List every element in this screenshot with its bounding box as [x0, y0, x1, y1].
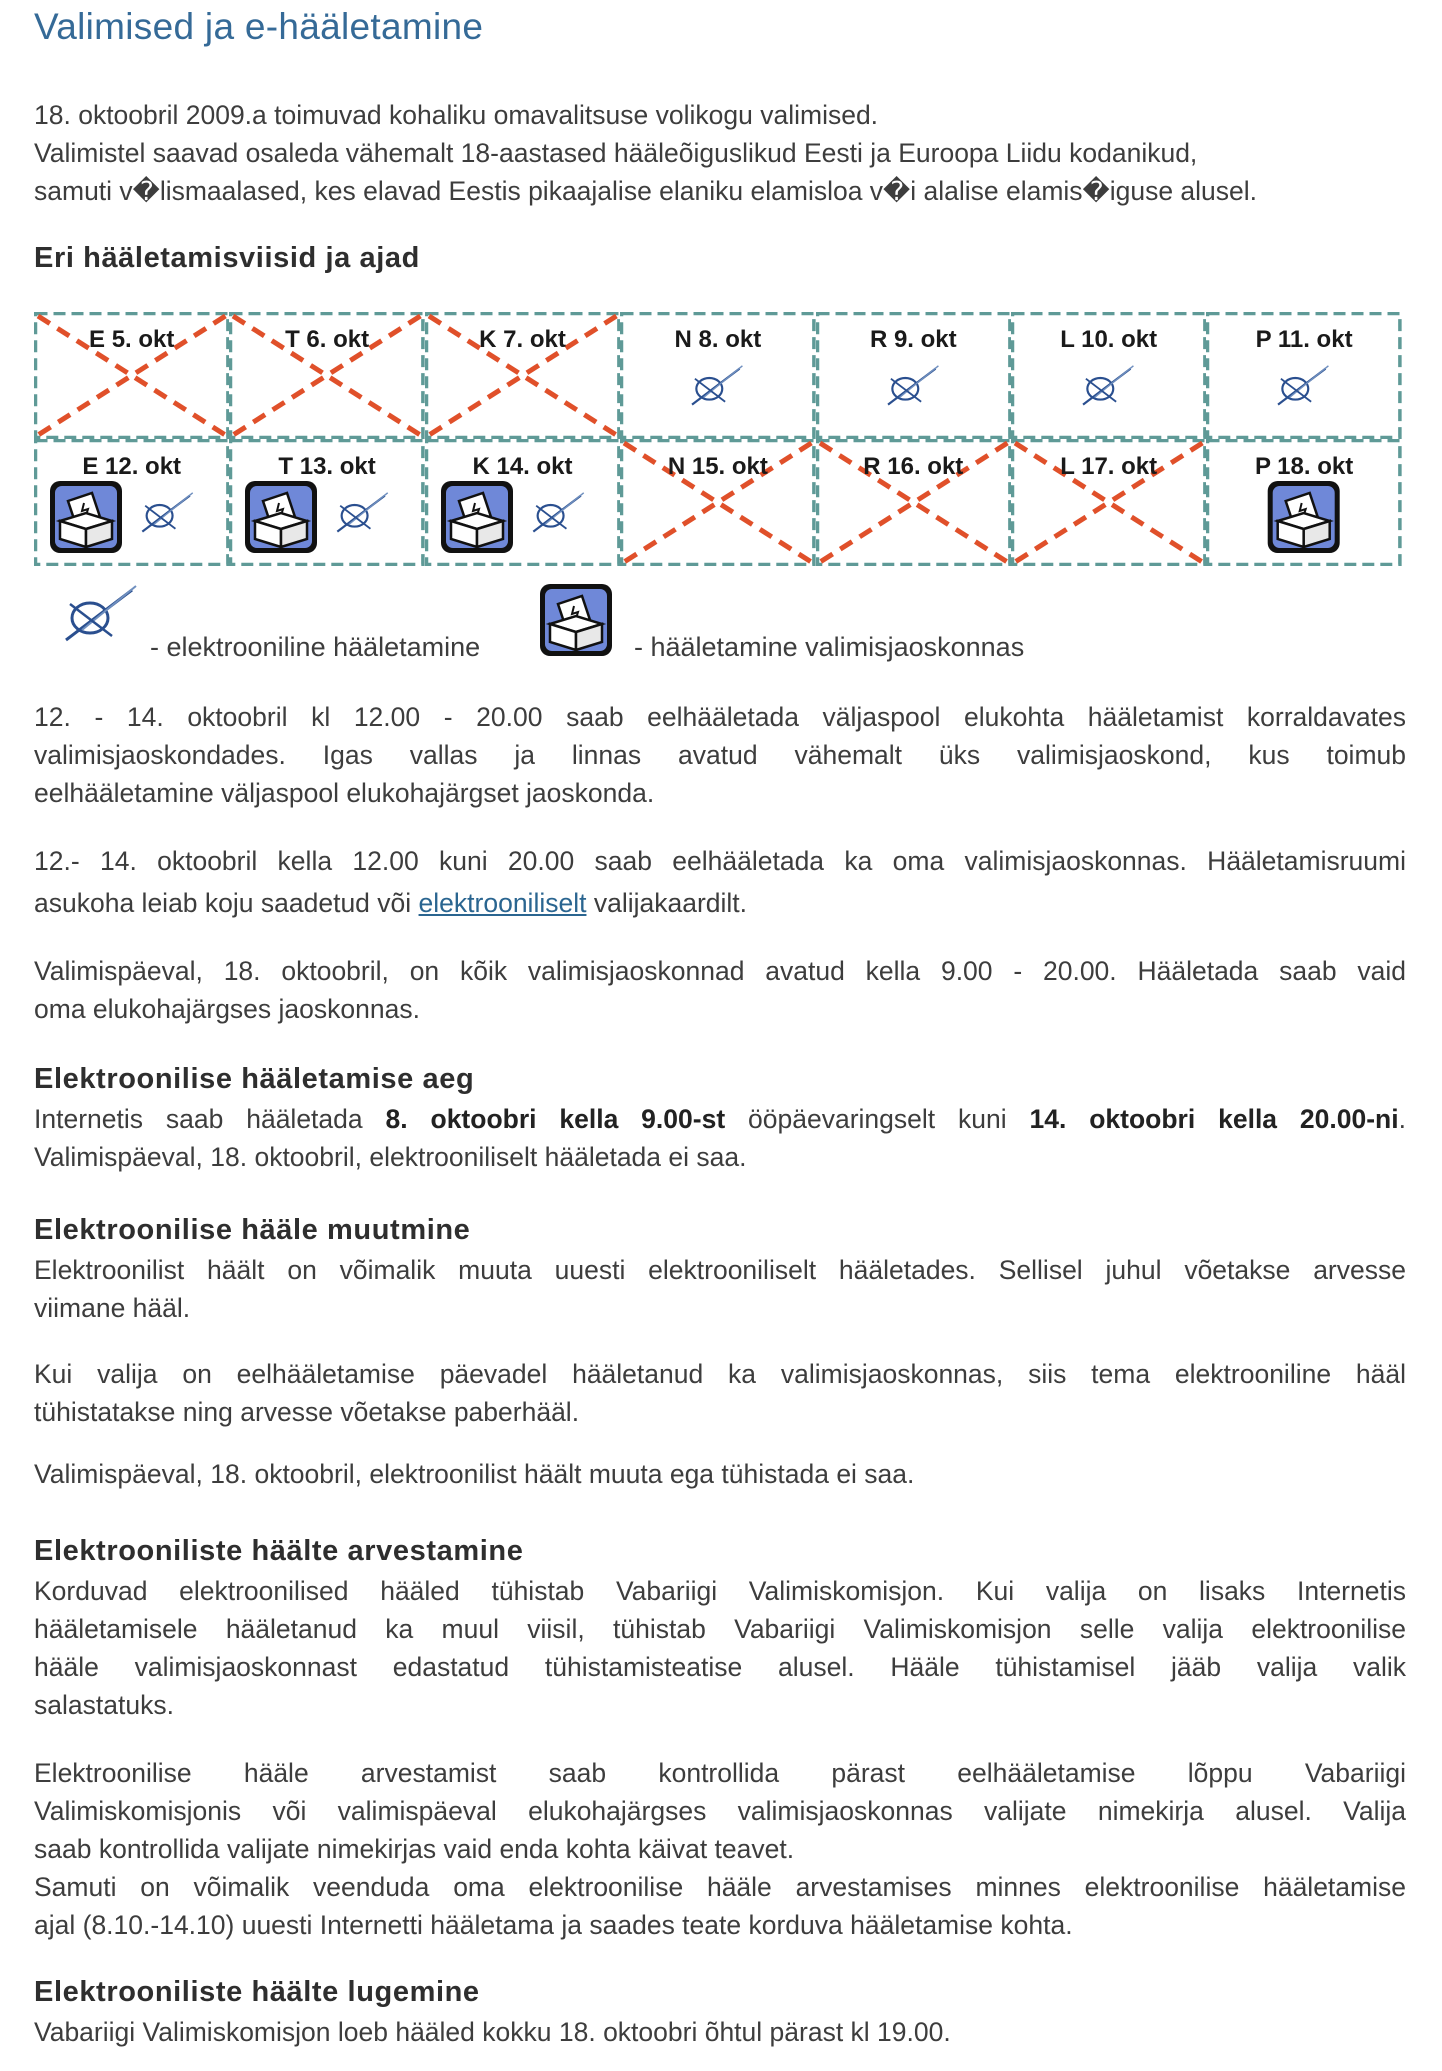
calendar-day-label: P 18. okt [1254, 453, 1354, 480]
intro-line-3: samuti v�lismaalased, kes elavad Eestis pikaajalise elaniku elamisloa v�i alalise elamis�iguse alusel. [34, 176, 1258, 206]
para2-line-1: 12.- 14. oktoobril kella 12.00 kuni 20.00 saab eelhääletada ka oma valimisjaoskonnas. Hääletamisruumi [34, 846, 1406, 876]
calendar-day-2 [229, 312, 424, 439]
section-heading-change: Elektroonilise hääle muutmine [34, 1214, 471, 1246]
calendar-day-14 [1206, 439, 1401, 566]
page-title: Valimised ja e-hääletamine [34, 6, 484, 47]
time-text-a: Internetis saab hääletada [34, 1104, 363, 1134]
count-p1-line-2: hääletamisele hääletanud ka muul viisil, tühistab Vabariigi Valimiskomisjon selle valija elektroonilise [34, 1614, 1406, 1644]
calendar-day-label: L 17. okt [1060, 453, 1158, 480]
para2-line-2 [34, 882, 1406, 924]
change-p3-line-1: Valimispäeval, 18. oktoobril, elektroonilist häält muuta ega tühistada ei saa. [34, 1459, 915, 1489]
election-day-paragraph [34, 952, 1406, 1028]
own-district-paragraph [34, 840, 1406, 924]
count-p1-line-1: Korduvad elektroonilised hääled tühistab Vabariigi Valimiskomisjon. Kui valija on lisaks Internetis [34, 1576, 1406, 1606]
calendar-day-label: R 16. okt [863, 453, 964, 480]
calendar-day-7 [1206, 312, 1401, 439]
intro-line-1: 18. oktoobril 2009.a toimuvad kohaliku omavalitsuse volikogu valimised. [34, 100, 879, 130]
calendar-day-label: T 13. okt [278, 453, 376, 480]
read-line-1: Vabariigi Valimiskomisjon loeb hääled kokku 18. oktoobri õhtul pärast kl 19.00. [34, 2017, 951, 2047]
calendar-day-label: E 5. okt [89, 326, 175, 353]
legend-electronic-label: - elektrooniline hääletamine [150, 632, 481, 662]
change-p1-line-2: viimane hääl. [34, 1293, 191, 1323]
early-voting-paragraph [34, 698, 1406, 812]
section-change-p2 [34, 1355, 1406, 1431]
calendar-day-label: E 12. okt [82, 453, 182, 480]
para1-line-3: eelhääletamine väljaspool elukohajärgset jaoskonda. [34, 778, 655, 808]
para1-line-2: valimisjaoskondades. Igas vallas ja linnas avatud vähemalt üks valimisjaoskond, kus toimub [34, 740, 1406, 770]
ballot-box-icon [538, 582, 614, 658]
electronic-voting-icon [60, 578, 140, 658]
change-p2-line-1: Kui valija on eelhääletamise päevadel hääletanud ka valimisjaoskonnas, siis tema elektrooniline hääl [34, 1359, 1406, 1389]
para2-line-2-end: valijakaardilt. [593, 888, 748, 918]
section-count-p2 [34, 1754, 1406, 1944]
section-heading-count: Elektrooniliste häälte arvestamine [34, 1535, 524, 1567]
calendar-day-label: T 6. okt [285, 326, 370, 353]
calendar-day-label: R 9. okt [869, 326, 957, 353]
para1-line-1: 12. - 14. oktoobril kl 12.00 - 20.00 saab eelhääletada väljaspool elukohta hääletamist korraldavates [34, 702, 1406, 732]
time-end-bold: 14. oktoobri kella 20.00-ni [1029, 1104, 1399, 1134]
calendar-day-label: P 11. okt [1255, 326, 1353, 353]
change-p2-line-2: tühistatakse ning arvesse võetakse paberhääl. [34, 1397, 580, 1427]
calendar-day-12 [816, 439, 1011, 566]
section-count-p1 [34, 1572, 1406, 1724]
count-p2-line-1: Elektroonilise hääle arvestamist saab kontrollida pärast eelhääletamise lõppu Vabariigi [34, 1758, 1406, 1788]
calendar-day-label: L 10. okt [1060, 326, 1158, 353]
calendar-day-1 [34, 312, 229, 439]
count-p1-line-3: hääle valimisjaoskonnast edastatud tühistamisteatise alusel. Hääle tühistamisel jääb valija valik [34, 1652, 1406, 1682]
section-heading-read: Elektrooniliste häälte lugemine [34, 1976, 480, 2008]
time-line-2: Valimispäeval, 18. oktoobril, elektrooniliselt hääletada ei saa. [34, 1142, 747, 1172]
para3-line-1: Valimispäeval, 18. oktoobril, on kõik valimisjaoskonnad avatud kella 9.00 - 20.00. Hääletada saab vaid [34, 956, 1406, 986]
time-text-c: ööpäevaringselt kuni [748, 1104, 1007, 1134]
calendar-day-6 [1011, 312, 1206, 439]
calendar-day-label: K 7. okt [479, 326, 566, 353]
count-p2-line-2: Valimiskomisjonis või valimispäeval elukohajärgses valimisjaoskonnas valijate nimekirja alusel. Valija [34, 1796, 1406, 1826]
calendar-day-11 [620, 439, 815, 566]
count-p1-line-4: salastatuks. [34, 1690, 174, 1720]
calendar-day-10 [425, 439, 620, 566]
electronic-voter-card-link[interactable]: elektrooniliselt [418, 888, 587, 918]
section-change-p3 [34, 1455, 1406, 1493]
time-line-1 [34, 1100, 1406, 1138]
section-change-p1 [34, 1251, 1406, 1327]
section-read-body [34, 2013, 1406, 2051]
calendar-day-3 [425, 312, 620, 439]
count-p2-line-3: saab kontrollida valijate nimekirjas vaid enda kohta käivat teavet. [34, 1834, 795, 1864]
count-p2-line-4: Samuti on võimalik veenduda oma elektroonilise hääle arvestamises minnes elektroonilise hääletamise [34, 1872, 1406, 1902]
calendar-day-8 [34, 439, 229, 566]
calendar-day-5 [816, 312, 1011, 439]
voting-calendar [34, 312, 1402, 572]
calendar-day-9 [229, 439, 424, 566]
calendar-day-label: N 8. okt [674, 326, 762, 353]
calendar-day-label: K 14. okt [472, 453, 573, 480]
change-p1-line-1: Elektroonilist häält on võimalik muuta uuesti elektrooniliselt hääletades. Sellisel juhul võetakse arvesse [34, 1255, 1406, 1285]
calendar-day-label: N 15. okt [667, 453, 768, 480]
intro-line-2: Valimistel saavad osaleda vähemalt 18-aastased hääleõiguslikud Eesti ja Euroopa Liidu kodanikud, [34, 138, 1198, 168]
calendar-day-4 [620, 312, 815, 439]
intro-paragraph [34, 96, 1406, 210]
para2-line-2-text: asukoha leiab koju saadetud või [34, 888, 412, 918]
time-start-bold: 8. oktoobri kella 9.00-st [385, 1104, 726, 1134]
time-text-e: . [1398, 1104, 1406, 1134]
schedule-heading: Eri hääletamisviisid ja ajad [34, 242, 420, 274]
calendar-day-13 [1011, 439, 1206, 566]
section-time-body [34, 1100, 1406, 1176]
section-heading-time: Elektroonilise hääletamise aeg [34, 1063, 475, 1095]
para3-line-2: oma elukohajärgses jaoskonnas. [34, 994, 420, 1024]
count-p2-line-5: ajal (8.10.-14.10) uuesti Internetti hääletama ja saades teate korduva hääletamise kohta. [34, 1910, 1073, 1940]
legend-ballot-label: - hääletamine valimisjaoskonnas [634, 632, 1025, 662]
